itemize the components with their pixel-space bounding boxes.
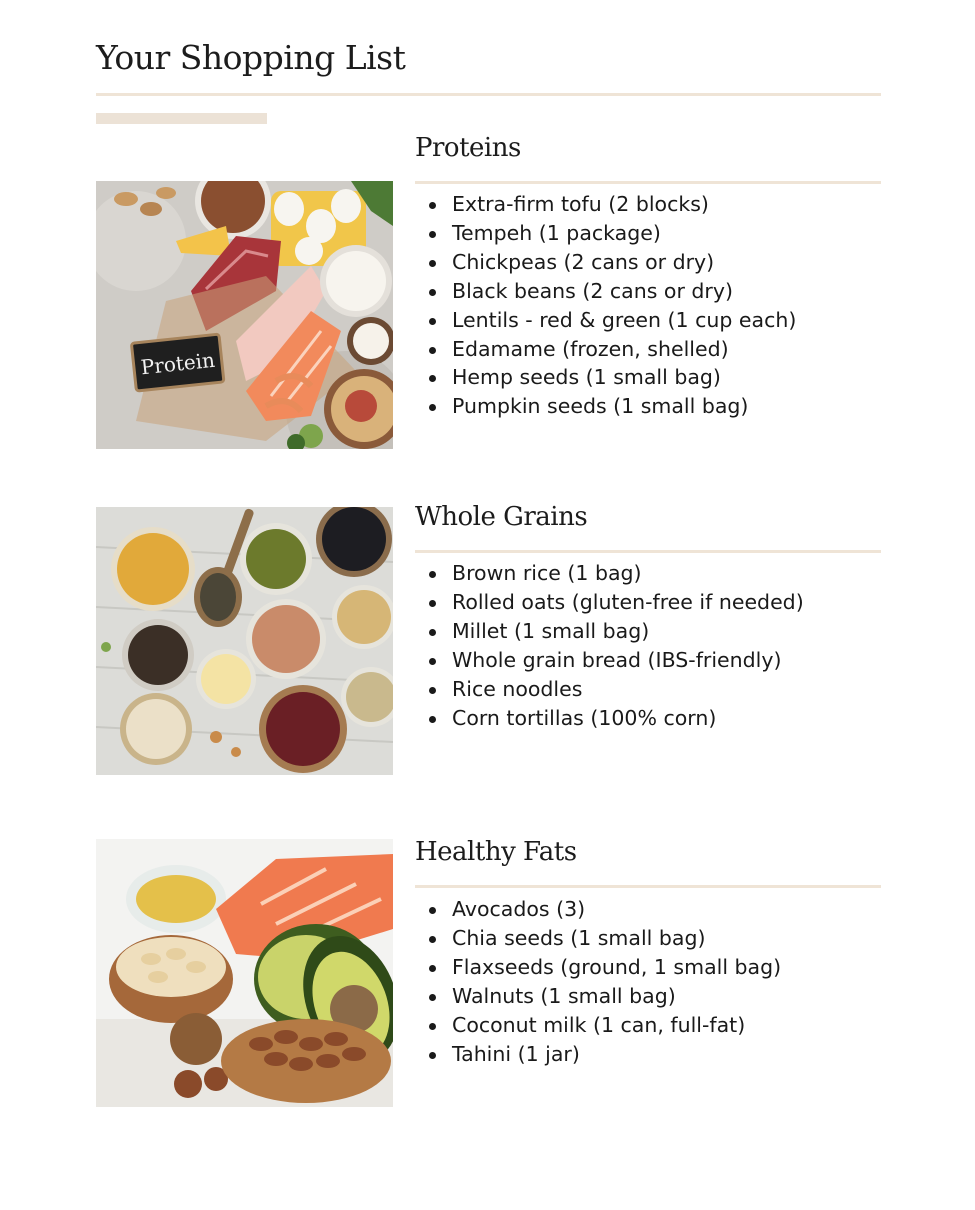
fats-illustration	[96, 839, 393, 1107]
list-item: Edamame (frozen, shelled)	[452, 335, 796, 364]
section-divider	[415, 550, 881, 553]
whole-grains-photo	[96, 507, 393, 775]
proteins-photo	[96, 181, 393, 449]
list-item: Black beans (2 cans or dry)	[452, 277, 796, 306]
protein-sign-label: Protein	[139, 347, 216, 380]
list-item: Rolled oats (gluten-free if needed)	[452, 588, 804, 617]
list-item: Coconut milk (1 can, full-fat)	[452, 1011, 781, 1040]
section-title-proteins: Proteins	[415, 133, 521, 163]
section-divider	[415, 885, 881, 888]
proteins-list	[415, 190, 796, 421]
section-divider	[415, 181, 881, 184]
list-item: Lentils - red & green (1 cup each)	[452, 306, 796, 335]
healthy-fats-photo	[96, 839, 393, 1107]
list-item: Avocados (3)	[452, 895, 781, 924]
list-item: Corn tortillas (100% corn)	[452, 704, 804, 733]
list-item: Pumpkin seeds (1 small bag)	[452, 392, 796, 421]
whole-grains-list	[415, 559, 804, 732]
list-item: Hemp seeds (1 small bag)	[452, 363, 796, 392]
list-item: Chia seeds (1 small bag)	[452, 924, 781, 953]
accent-bar	[96, 113, 267, 124]
list-item: Brown rice (1 bag)	[452, 559, 804, 588]
proteins-illustration	[96, 181, 393, 449]
list-item: Chickpeas (2 cans or dry)	[452, 248, 796, 277]
grains-illustration	[96, 507, 393, 775]
list-item: Rice noodles	[452, 675, 804, 704]
healthy-fats-list	[415, 895, 781, 1068]
section-title-whole-grains: Whole Grains	[415, 502, 588, 532]
list-item: Extra-firm tofu (2 blocks)	[452, 190, 796, 219]
list-item: Whole grain bread (IBS-friendly)	[452, 646, 804, 675]
list-item: Flaxseeds (ground, 1 small bag)	[452, 953, 781, 982]
list-item: Walnuts (1 small bag)	[452, 982, 781, 1011]
list-item: Tempeh (1 package)	[452, 219, 796, 248]
list-item: Millet (1 small bag)	[452, 617, 804, 646]
page-title: Your Shopping List	[96, 38, 406, 77]
list-item: Tahini (1 jar)	[452, 1040, 781, 1069]
section-title-healthy-fats: Healthy Fats	[415, 837, 577, 867]
title-divider	[96, 93, 881, 96]
